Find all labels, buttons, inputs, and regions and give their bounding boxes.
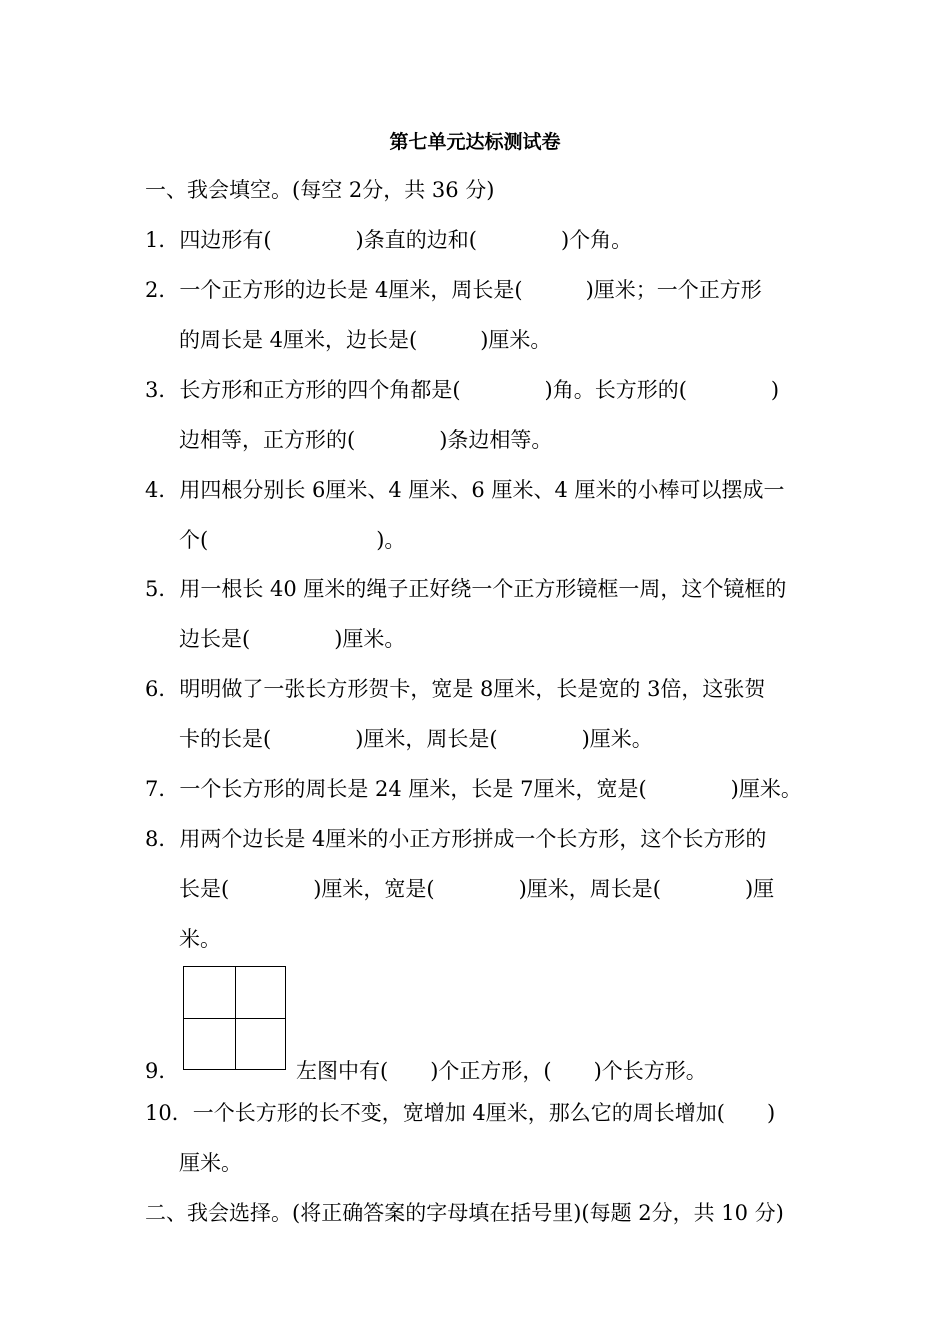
question-9-number: 9． — [145, 1059, 180, 1083]
question-2-line-1: 2．一个正方形的边长是 4厘米，周长是( )厘米；一个正方形 — [145, 278, 762, 302]
page-title: 第七单元达标测试卷 — [389, 131, 561, 153]
grid-horizontal-divider — [184, 1018, 285, 1019]
question-2-line-2: 的周长是 4厘米，边长是( )厘米。 — [179, 328, 552, 352]
question-5-line-1: 5．用一根长 40 厘米的绳子正好绕一个正方形镜框一周，这个镜框的 — [145, 577, 787, 601]
question-9: 左图中有( )个正方形，( )个长方形。 — [296, 1059, 707, 1083]
question-6-line-1: 6．明明做了一张长方形贺卡，宽是 8厘米，长是宽的 3倍，这张贺 — [145, 677, 766, 701]
square-grid-figure — [183, 966, 286, 1070]
section-2-heading: 二、我会选择。(将正确答案的字母填在括号里)(每题 2分，共 10 分) — [145, 1201, 784, 1225]
question-4-line-1: 4．用四根分别长 6厘米、4 厘米、6 厘米、4 厘米的小棒可以摆成一 — [145, 478, 785, 502]
question-10-line-1: 10．一个长方形的长不变，宽增加 4厘米，那么它的周长增加( ) — [145, 1101, 776, 1125]
question-5-line-2: 边长是( )厘米。 — [179, 627, 406, 651]
question-3-line-1: 3．长方形和正方形的四个角都是( )角。长方形的( ) — [145, 378, 780, 402]
question-10-line-2: 厘米。 — [179, 1151, 242, 1175]
question-8-line-1: 8．用两个边长是 4厘米的小正方形拼成一个长方形，这个长方形的 — [145, 827, 767, 851]
question-1: 1．四边形有( )条直的边和( )个角。 — [145, 228, 633, 252]
question-3-line-2: 边相等，正方形的( )条边相等。 — [179, 428, 553, 452]
question-7: 7．一个长方形的周长是 24 厘米，长是 7厘米，宽是( )厘米。 — [145, 777, 802, 801]
question-8-line-3: 米。 — [179, 927, 221, 951]
question-8-line-2: 长是( )厘米，宽是( )厘米，周长是( )厘 — [179, 877, 775, 901]
question-4-line-2: 个( )。 — [179, 528, 406, 552]
question-6-line-2: 卡的长是( )厘米，周长是( )厘米。 — [179, 727, 653, 751]
section-1-heading: 一、我会填空。(每空 2分，共 36 分) — [145, 178, 495, 202]
